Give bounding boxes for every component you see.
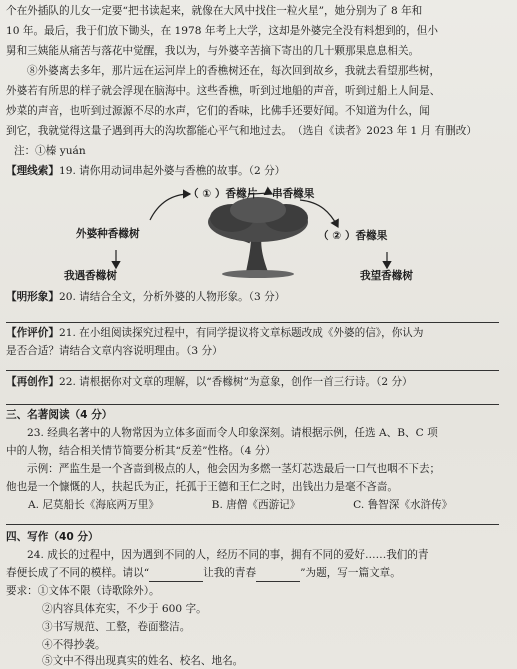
passage-note: 注：①榛 yuán xyxy=(14,145,86,157)
passage-line-1: 个在外插队的儿女一定要“把书读起来，就像在大风中找住一粒火星”，她分别为了 8 年和 xyxy=(6,5,423,17)
q21-text-2: 是否合适？请结合文章内容说明理由。（3 分） xyxy=(6,345,223,357)
q24-line-1: 24. 成长的过程中，因为遇到不同的人，经历不同的事，拥有不同的爱好……我们的青 xyxy=(27,549,429,561)
q24-prompt-post: ”为题，写一篇文章。 xyxy=(300,567,401,579)
requirements-label: 要求： xyxy=(6,585,38,597)
q19-text: 19. 请你用动词串起外婆与香樵的故事。（2 分） xyxy=(58,165,286,177)
requirement-3: ③书写规范、工整，卷面整洁。 xyxy=(42,621,191,633)
diagram-label-5: 我遇香橼树 xyxy=(64,270,117,282)
q23-line-2: 中的人物，结合相关情节简要分析其“反差”性格。（4 分） xyxy=(6,445,276,457)
q20 xyxy=(6,288,509,306)
diagram-label-1: （ ① ）香橼片 xyxy=(188,188,258,200)
q23-line-1: 23. 经典名著中的人物常因为立体多面而令人印象深刻。请根据示例，任选 A、B、C 项 xyxy=(27,427,438,439)
q24-requirements xyxy=(6,582,509,600)
q23-example-2: 他也是一个慷慨的人，扶起氏为正，托孤于王德和王仁之时，出钱出力是毫不吝啬。 xyxy=(6,481,398,493)
answer-line xyxy=(6,404,499,405)
passage-line-3: 舅和三姨能从痛苦与落花中觉醒，我以为，与外婆辛苦摘下寄出的几十颗那果息息相关。 xyxy=(6,45,420,57)
passage-line-5: 外婆若有所思的样子就会浮现在脑海中。这些香樵，听到过地船的声音，听到过船上人间是、 xyxy=(6,85,441,97)
q23-options xyxy=(28,496,509,514)
q21-text: 21. 在小组阅读探究过程中，有同学提议将文章标题改成《外婆的信》，你认为 xyxy=(58,327,424,339)
answer-line xyxy=(6,370,499,371)
option-a: A. 尼莫船长《海底两万里》 xyxy=(28,499,159,511)
requirement-1: ①文体不限（诗歌除外）。 xyxy=(37,585,160,597)
answer-line xyxy=(6,524,499,525)
requirement-4: ④不得抄袭。 xyxy=(42,639,106,651)
section-4-title: 四、写作（40 分） xyxy=(6,531,99,543)
answer-line xyxy=(6,322,499,323)
q22-text: 22. 请根据你对文章的理解，以“香橼树”为意象，创作一首三行诗。（2 分） xyxy=(58,376,413,388)
q24-prompt-mid: 让我的青春 xyxy=(203,567,257,579)
q19-tag: 【理线索】 xyxy=(6,165,59,177)
q23-example-1: 示例：严监生是一个吝啬到极点的人，他会因为多燃一茎灯芯迭最后一口气也咽不下去； xyxy=(27,463,441,475)
requirement-5: ⑤文中不得出现真实的姓名、校名、地名。 xyxy=(42,655,244,667)
passage-line-4: ⑧外婆离去多年，那片远在运河岸上的香樵树还在，每次回到故乡，我就去看望那些树， xyxy=(27,65,441,77)
option-b: B. 唐僧《西游记》 xyxy=(211,499,301,511)
passage-line-7: 到它，我就觉得这量子遇到再大的沟坎都能心平气和地过去。 xyxy=(6,125,293,137)
q22 xyxy=(6,373,509,391)
passage-line-2: 10 年。最后，我于们放下锄头，在 1978 年考上大学，这却是外婆完全没有料想到的，但小 xyxy=(6,25,438,37)
q20-tag: 【明形象】 xyxy=(6,291,59,303)
q24-prompt-pre: 春便长成了不同的模样。请以“ xyxy=(6,567,150,579)
passage-line-6: 炒菜的声音，也听到过源源不尽的水声，它们的香味，比佛手还要好闻。不知道为什么，闻 xyxy=(6,105,430,117)
diagram-label-6: 我望香橼树 xyxy=(360,270,413,282)
passage-source: （选自《读者》2023 年 1 月 有删改） xyxy=(292,125,477,137)
q20-text: 20. 请结合全文，分析外婆的人物形象。（3 分） xyxy=(58,291,286,303)
q22-tag: 【再创作】 xyxy=(6,376,59,388)
diagram-label-2: 串香橼果 xyxy=(272,188,315,200)
requirement-2: ②内容具体充实，不少于 600 字。 xyxy=(42,603,207,615)
diagram-label-3: 外婆种香橼树 xyxy=(76,228,140,240)
q19 xyxy=(6,162,509,180)
tree-icon xyxy=(208,197,308,278)
section-3-title: 三、名著阅读（4 分） xyxy=(6,409,113,421)
q21-tag: 【作评价】 xyxy=(6,327,59,339)
diagram-label-4: （ ② ）香橼果 xyxy=(318,230,388,242)
q21 xyxy=(6,324,509,342)
q24-line-2 xyxy=(6,564,509,582)
option-c: C. 鲁智深《水浒传》 xyxy=(353,499,453,511)
q19-diagram xyxy=(0,182,517,282)
